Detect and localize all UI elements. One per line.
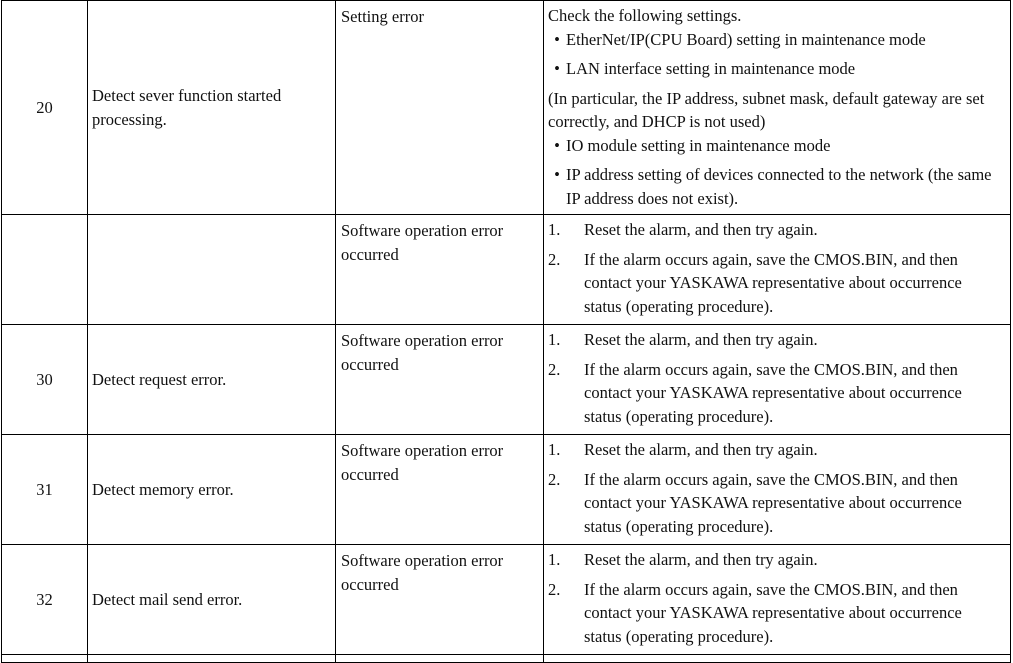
alarm-remedy xyxy=(544,1,1011,215)
step-text: Reset the alarm, and then try again. xyxy=(584,330,818,349)
remedy-step xyxy=(548,248,1002,319)
step-number: 1. xyxy=(548,330,561,349)
step-number: 2. xyxy=(548,579,561,599)
list-item xyxy=(548,57,1002,81)
remedy-intro: Check the following settings. xyxy=(548,6,742,25)
empty-cell xyxy=(336,655,544,663)
remedy-step xyxy=(548,328,1002,352)
step-text: If the alarm occurs again, save the CMOS.BIN, and then contact your YASKAWA representative about occurrence status (operating procedure). xyxy=(584,579,962,646)
alarm-cause: Software operation error occurred xyxy=(336,215,544,325)
alarm-remedy xyxy=(544,215,1011,325)
step-number: 2. xyxy=(548,469,561,489)
alarm-code: 31 xyxy=(2,435,88,545)
alarm-remedy xyxy=(544,435,1011,545)
remedy-step xyxy=(548,358,1002,429)
list-item xyxy=(548,163,1002,210)
bullet-mark: • xyxy=(554,29,560,49)
alarm-code: 30 xyxy=(2,325,88,435)
step-text: Reset the alarm, and then try again. xyxy=(584,440,818,459)
alarm-code xyxy=(2,215,88,325)
step-number: 2. xyxy=(548,359,561,379)
step-text: If the alarm occurs again, save the CMOS.BIN, and then contact your YASKAWA representative about occurrence status (operating procedure). xyxy=(584,249,962,316)
step-number: 1. xyxy=(548,550,561,569)
bullet-mark: • xyxy=(554,165,560,184)
table-row xyxy=(2,545,1011,655)
empty-cell xyxy=(544,655,1011,663)
step-number: 1. xyxy=(548,220,561,239)
step-number: 2. xyxy=(548,249,561,269)
remedy-note: (In particular, the IP address, subnet mask, default gateway are set correctly, and DHCP is not used) xyxy=(548,88,985,131)
alarm-description: Detect memory error. xyxy=(88,435,336,545)
alarm-code: 32 xyxy=(2,545,88,655)
alarm-description: Detect sever function started processing. xyxy=(88,1,336,215)
remedy-step xyxy=(548,438,1002,462)
remedy-step xyxy=(548,548,1002,572)
alarm-cause: Software operation error occurred xyxy=(336,435,544,545)
list-item xyxy=(548,134,1002,158)
alarm-cause: Software operation error occurred xyxy=(336,545,544,655)
bullet-text: IP address setting of devices connected to the network (the same IP address does not exist). xyxy=(566,165,992,208)
bullet-text: LAN interface setting in maintenance mode xyxy=(566,59,856,78)
alarm-table xyxy=(1,0,1011,663)
alarm-description xyxy=(88,215,336,325)
table-row-partial xyxy=(2,655,1011,663)
alarm-cause: Setting error xyxy=(336,1,544,215)
list-item xyxy=(548,28,1002,52)
alarm-description: Detect mail send error. xyxy=(88,545,336,655)
empty-cell xyxy=(2,655,88,663)
step-text: If the alarm occurs again, save the CMOS.BIN, and then contact your YASKAWA representative about occurrence status (operating procedure). xyxy=(584,359,962,426)
alarm-remedy xyxy=(544,545,1011,655)
table-row xyxy=(2,325,1011,435)
bullet-text: EtherNet/IP(CPU Board) setting in maintenance mode xyxy=(566,29,926,49)
bullet-text: IO module setting in maintenance mode xyxy=(566,135,831,155)
table-row xyxy=(2,215,1011,325)
remedy-step xyxy=(548,578,1002,649)
remedy-step xyxy=(548,218,1002,242)
alarm-remedy xyxy=(544,325,1011,435)
alarm-cause: Software operation error occurred xyxy=(336,325,544,435)
alarm-description: Detect request error. xyxy=(88,325,336,435)
step-text: Reset the alarm, and then try again. xyxy=(584,220,818,239)
table-row xyxy=(2,1,1011,215)
step-number: 1. xyxy=(548,440,561,459)
table-row xyxy=(2,435,1011,545)
bullet-mark: • xyxy=(554,135,560,155)
remedy-step xyxy=(548,468,1002,539)
alarm-code: 20 xyxy=(2,1,88,215)
step-text: Reset the alarm, and then try again. xyxy=(584,550,818,569)
bullet-mark: • xyxy=(554,59,560,78)
empty-cell xyxy=(88,655,336,663)
step-text: If the alarm occurs again, save the CMOS.BIN, and then contact your YASKAWA representative about occurrence status (operating procedure). xyxy=(584,469,962,536)
